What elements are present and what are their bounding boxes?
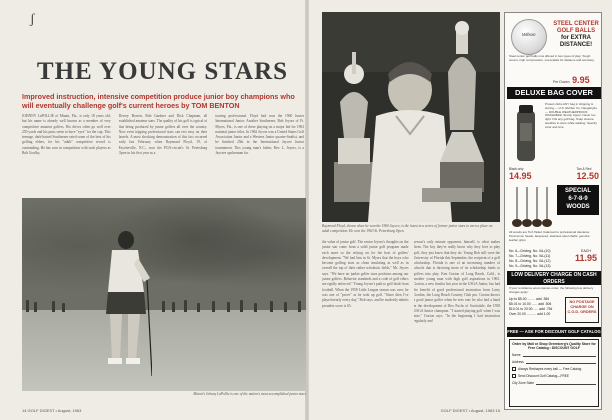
golf-balls-header [509,17,599,73]
form-label: Always Reshapes every ball — Free Catalog [518,367,582,372]
price-value: 11.95 [574,253,598,263]
catalog-banner: FREE — ASK FOR DISCOUNT GOLF CATALOG [507,327,601,337]
checkbox[interactable] [512,367,516,371]
golfer-photo [22,198,306,391]
body-text: the value of junior golf. The senior Jeyors's thoughts on the junior star come from a solid junior golf program made each more so the relying on for the host of golfers' development. "We had him in St. Myers that the boys who become golfing stars as clean insulating as well as in overall the top of their rather scholastic fields," Mr. Jeyors says. "We have no junkie golfer stars positions among our junior golfers. Behavior standards and a code of golf ethics are rigidly enforced." Young Jeyors's path to golf dealt from football. When the 1958 Little League season was over, he was one of "prove" as he took up golf. "Since then I've played nearly every day," Bob says, and he modestly admits proudest score is 65. [322,240,409,308]
article-deck [22,92,302,110]
body-column-4 [322,240,409,400]
order-form-title: Order by Mail or Shop Greenberg's Quality Store for Free Catalog • DISCOUNT GOLF [512,342,596,351]
ball-brand: Wilson [522,32,536,37]
golf-balls-copy: Steel center golf balls now offered in two types of play: Tough covers, high compression, unexcelled for distance and accuracy. [509,54,595,62]
price-value: 12.50 [576,171,599,181]
left-photo-caption: Miami's Johnny LaPollie is one of the nation's most accomplished junior stars [193,392,306,396]
body-text: JOHNNY LaPOLLIE of Miami, Fla., is only 18 years old, but his name is already well known as a member of very competitive amateur golfers. His drives often go well over 250 yards and his putts seem to have "eyes" for the cup. This teenage, dark-haired Southerner rated some of the best of his golfing elders, for his "adult" competitive record is outstanding. He has won in competition with such players as Bob Goalby, [22,114,111,156]
charge-row: $5.01 to 10.00 ...... add .50¢ [509,302,552,306]
checkbox[interactable] [512,374,516,378]
price-label: Per Dozen [553,80,570,84]
golf-woods-icon [511,185,553,229]
order-form [509,339,599,407]
charge-row: Over 20.00 .......... add 1.00 [509,312,551,316]
right-body-columns [322,240,500,400]
fairway-grass [22,310,306,391]
trophy-photo [322,12,500,222]
body-column-1 [22,114,111,198]
byline: by TOM BENTON [181,101,240,110]
woods-price-box [573,249,599,263]
body-column-2 [119,114,208,198]
special-woods-box [557,185,599,215]
left-body-columns [22,114,304,198]
woods-copy: All woods are Turf-Tailed, balanced to professional tolerance. Persimmon heads, lacquered, stainless steel shafts, genuine leather grips. [509,230,591,242]
woods-item: No. 6—Driving, No. 0A-(10) [509,249,551,253]
right-photo-caption: Raymond Floyd, shown when he won the 1960 Jaycee, is the latest in a series of former junior stars to earn a place on adult competition. He won the 1963 St. Petersburg Open. [322,224,493,233]
charge-row: Up to $5.00 ........ add .35¢ [509,297,550,301]
body-column-5 [414,240,501,400]
special-line: SPECIAL [564,188,591,194]
golf-ball-image [511,19,547,55]
special-line: WOODS [566,204,590,210]
left-folio: 14 GOLF DIGEST • August, 1963 [22,408,82,413]
form-field-city[interactable] [512,381,596,385]
price-label: Tan & Red [576,167,592,171]
golf-balls-price [553,75,590,85]
bag-cover-banner: DELUXE BAG COVER [507,87,601,99]
price-value: 14.95 [509,171,532,181]
price-label: EACH [581,249,591,253]
bag-price-tan [576,167,599,181]
headline-line: STEEL CENTER [553,21,599,27]
headline-line: GOLF BALLS [556,28,596,34]
low-delivery-banner: LOW DELIVERY CHARGE ON CASH ORDERS [507,271,601,285]
bag-cover-prices [509,167,599,181]
deck-text: Improved instruction, intensive competition produce junior boy champions who will eventually challenge golf's current heroes [22,92,295,110]
spectator-crowd [22,298,306,312]
headline-line: for EXTRA [561,35,591,41]
woods-item: No. 7—Driving, No. 0A-(11) [509,254,551,258]
right-folio: GOLF DIGEST • August, 1963 15 [440,408,500,413]
charge-row: $10.01 to 20.00 ..... add .75¢ [509,307,553,311]
form-label: City Zone State [512,381,534,386]
form-checkbox-reshapes[interactable] [512,367,596,371]
form-rule [536,382,596,385]
form-label: Send Discount Golf Catalog—FREE [518,374,570,379]
low-delivery-copy: If your remittance accompanies order, the following low delivery charges apply: [509,286,594,294]
form-label: Name [512,353,521,358]
body-text: touring professional. Floyd had won the 1960 Junior International Junior. Another Southerner, Bob Jeyors of Ft. Myers, Fla., is one of these playing on a major bid for 1963 national junior titles. In 1962 Jeyors was a United States Golf Association Junior and a Western Junior quarter-finalist, and he finished 25th in the International Jaycee Junior tournament. This young man's father, Rev. L. Jeyors, is a Jaycees spokesman for [215,114,305,156]
golf-ad [504,12,602,410]
form-label: Address [512,360,524,365]
form-field-address[interactable] [512,360,596,364]
steel-center-headline [549,21,603,49]
golf-bag-icon [511,103,541,163]
body-text: person's only minute opponent, himself, is what makes them. The boy they're really know why they love to play golf, they just know that they do. Young Bob still were the University of Florida this September, the recipient of a golf scholarship. Florida is one of an increasing number of schools that is throwing more of its scholarship funds to golfers into play. Ken Gorton of Long Beach, Calif., is another young man with high golf aspirations in 1963. Gorton, a new finalist last year in the USGA Junior, has had the benefit of good professional instruction from Larry Gordon, the Long Beach Country Club pro. Gorton knows a good junior golfer when he sees one: he also had a hand in the development of Rex Fuchs of Scottsdale, the 1958 USGA Junior champion. "I started playing golf when I was nine," Gorton says. "In the beginning I had instruction regularly and [413,240,500,324]
form-rule [523,354,596,357]
woods-list [509,249,571,269]
woods-item: No. 9—Driving, No. 0A-(13) [509,264,551,268]
golfer-figure [92,228,152,378]
body-column-3 [215,114,304,198]
form-rule [526,361,596,364]
price-value: 9.95 [572,75,590,85]
price-label: Black only [509,167,524,171]
woods-item: No. 8—Driving, No. 0A-(12) [509,259,551,263]
article-title: THE YOUNG STARS [36,58,289,85]
bag-cover-copy: Protect clubs ANY bag in shipping & storing — U.S. Rubber Co. Naugahyde — DOUBLE WEATHERPROOF. WASHABLE! Sturdy zipper. Never too tight. Fits any golf bag. Snap closure. Handles to store while walking. Specify color and size. [545,102,597,129]
trophy-scene [322,12,500,222]
form-checkbox-catalog[interactable] [512,374,596,378]
special-line: 6-7-8-9 [568,196,588,202]
headline-line: DISTANCE! [559,42,593,48]
delivery-charges-list [509,297,565,317]
corner-mark: ʃ [30,12,35,27]
body-text: Dewey Bowen, Bob Gardner and Dick Chapman, all established amateur stars. The quality of his golf is typical of that being produced by junior golfers all over the country. Now even tripping professional stars can rest easy on their laurels. A most shocking demonstration of this fact occurred early last February when Raymond Floyd, 19, of Fayetteville, N.C., won the PGA-circuit's St. Petersburg Open in his first year as a [118,114,208,156]
no-postage-box: NO POSTAGE CHARGE ON C.O.D. ORDERS [565,297,599,323]
form-field-name[interactable] [512,353,596,357]
bag-price-black [509,167,532,181]
